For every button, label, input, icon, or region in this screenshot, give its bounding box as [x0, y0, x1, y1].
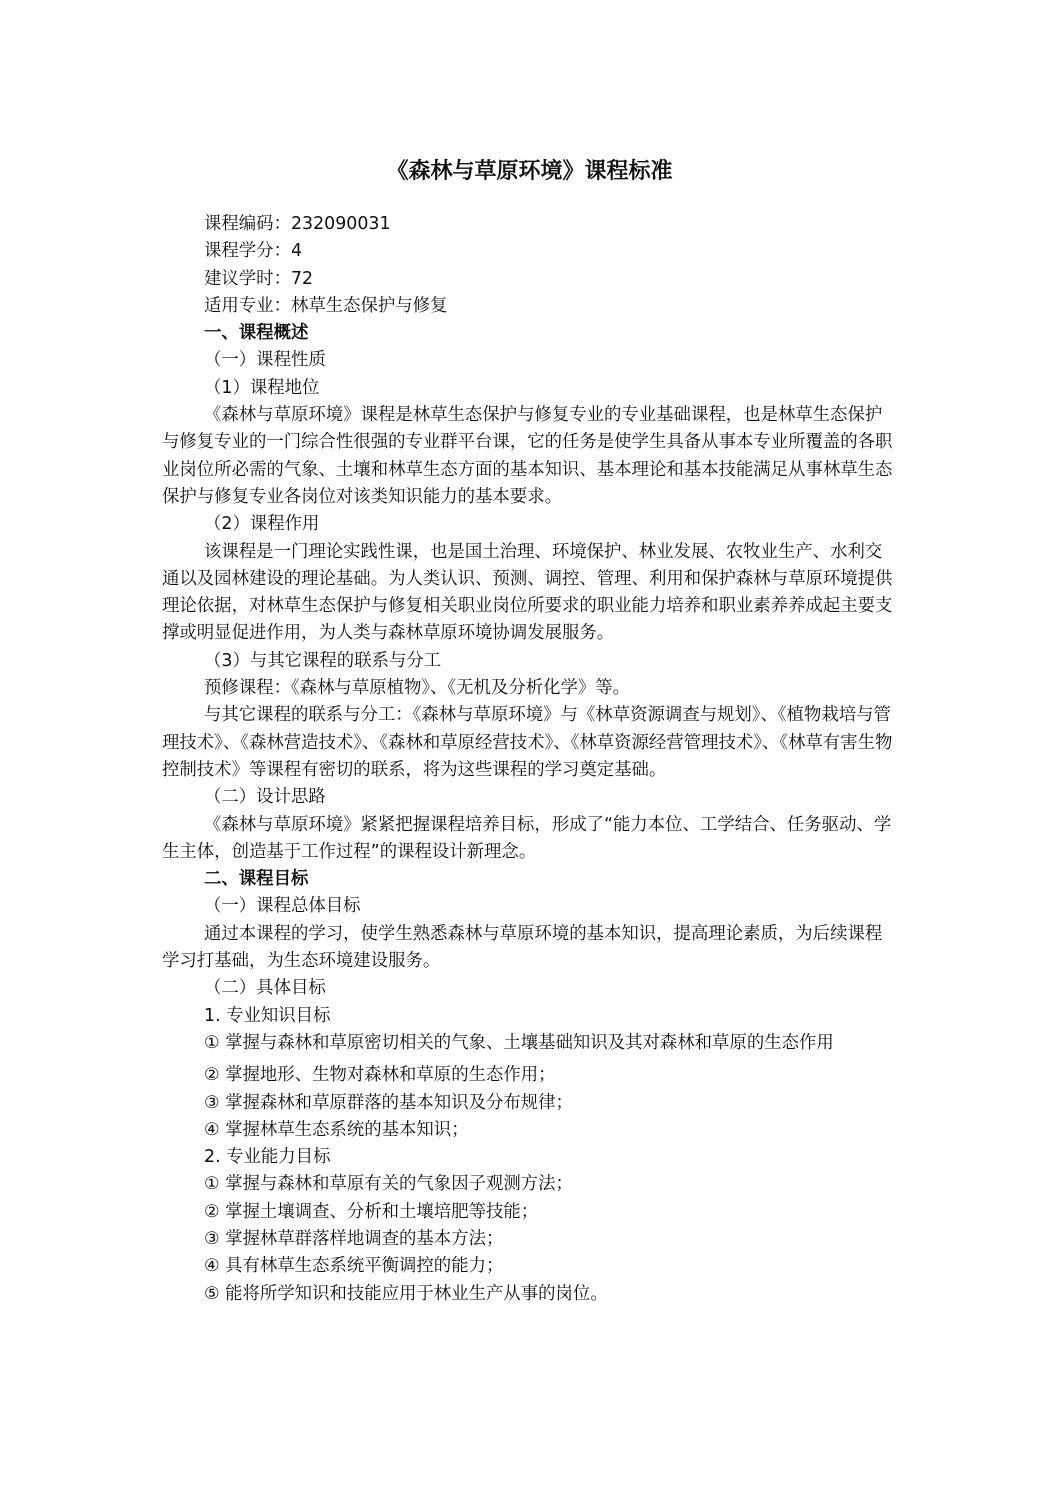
paragraph-prerequisites: 预修课程：《森林与草原植物》、《无机及分析化学》等。	[204, 678, 631, 699]
paragraph-course-role: 该课程是一门理论实践性课，也是国土治理、环境保护、林业发展、农牧业生产、水利交通以及园林建设的理论基础。为人类认识、预测、调控、管理、利用和保护森林与草原环境提供理论依据，对林草生态保护与修复相关职业岗位所要求的职业能力培养和职业素养养成起主要支撑或明显促进作用，为人类与森林草原环境协调发展服务。	[162, 541, 893, 644]
paragraph-course-position: 《森林与草原环境》课程是林草生态保护与修复专业的专业基础课程，也是林草生态保护与修复专业的一门综合性很强的专业群平台课，它的任务是使学生具备从事本专业所覆盖的各职业岗位所必需的气象、土壤和林草生态方面的基本知识、基本理论和基本技能满足从事林草生态保护与修复专业各岗位对该类知识能力的基本要求。	[162, 405, 893, 507]
section-heading-goals: 二、课程目标	[204, 869, 309, 890]
document-body	[162, 211, 897, 1308]
list-item: ④ 掌握林草生态系统的基本知识；	[204, 1119, 469, 1140]
list-item: ② 掌握地形、生物对森林和草原的生态作用；	[204, 1065, 556, 1086]
subsection-design: （二）设计思路	[204, 787, 326, 808]
ability-goals-title: 2. 专业能力目标	[204, 1147, 331, 1168]
list-item: ① 掌握与森林和草原有关的气象因子观测方法；	[204, 1174, 573, 1195]
paragraph-design: 《森林与草原环境》紧紧把握课程培养目标，形成了“能力本位、工学结合、任务驱动、学生主体，创造基于工作过程”的课程设计新理念。	[162, 814, 892, 862]
list-item: ① 掌握与森林和草原密切相关的气象、土壤基础知识及其对森林和草原的生态作用	[204, 1032, 834, 1053]
subsection-overall-goal: （一）课程总体目标	[204, 896, 361, 917]
course-hours: 建议学时：72	[204, 268, 314, 289]
paragraph-overall-goal: 通过本课程的学习，使学生熟悉森林与草原环境的基本知识，提高理论素质，为后续课程学习打基础，为生态环境建设服务。	[162, 923, 883, 972]
course-code: 课程编码：232090031	[204, 214, 391, 234]
paragraph-relations: 与其它课程的联系与分工：《森林与草原环境》与《林草资源调查与规划》、《植物栽培与管理技术》、《森林营造技术》、《森林和草原经营技术》、《林草资源经营管理技术》、《林草有害生物控制技术》等课程有密切的联系，将为这些课程的学习奠定基础。	[162, 705, 893, 780]
section-heading-overview: 一、课程概述	[204, 323, 309, 344]
list-item: ② 掌握土壤调查、分析和土壤培肥等技能；	[204, 1201, 539, 1222]
list-item: ④ 具有林草生态系统平衡调控的能力；	[204, 1256, 504, 1277]
list-item: ③ 掌握林草群落样地调查的基本方法；	[204, 1228, 504, 1249]
document-title: 《森林与草原环境》课程标准	[386, 159, 673, 184]
item-course-role-title: （2）课程作用	[204, 514, 320, 535]
item-relations-title: （3）与其它课程的联系与分工	[204, 650, 442, 671]
course-credits: 课程学分：4	[204, 241, 303, 262]
subsection-specific-goals: （二）具体目标	[204, 978, 326, 999]
knowledge-goals-title: 1. 专业知识目标	[204, 1005, 331, 1026]
list-item: ⑤ 能将所学知识和技能应用于林业生产从事的岗位。	[204, 1283, 608, 1304]
list-item: ③ 掌握森林和草原群落的基本知识及分布规律；	[204, 1092, 573, 1113]
item-course-position-title: （1）课程地位	[204, 377, 320, 398]
course-major: 适用专业：林草生态保护与修复	[204, 295, 448, 316]
subsection-nature: （一）课程性质	[204, 350, 326, 371]
